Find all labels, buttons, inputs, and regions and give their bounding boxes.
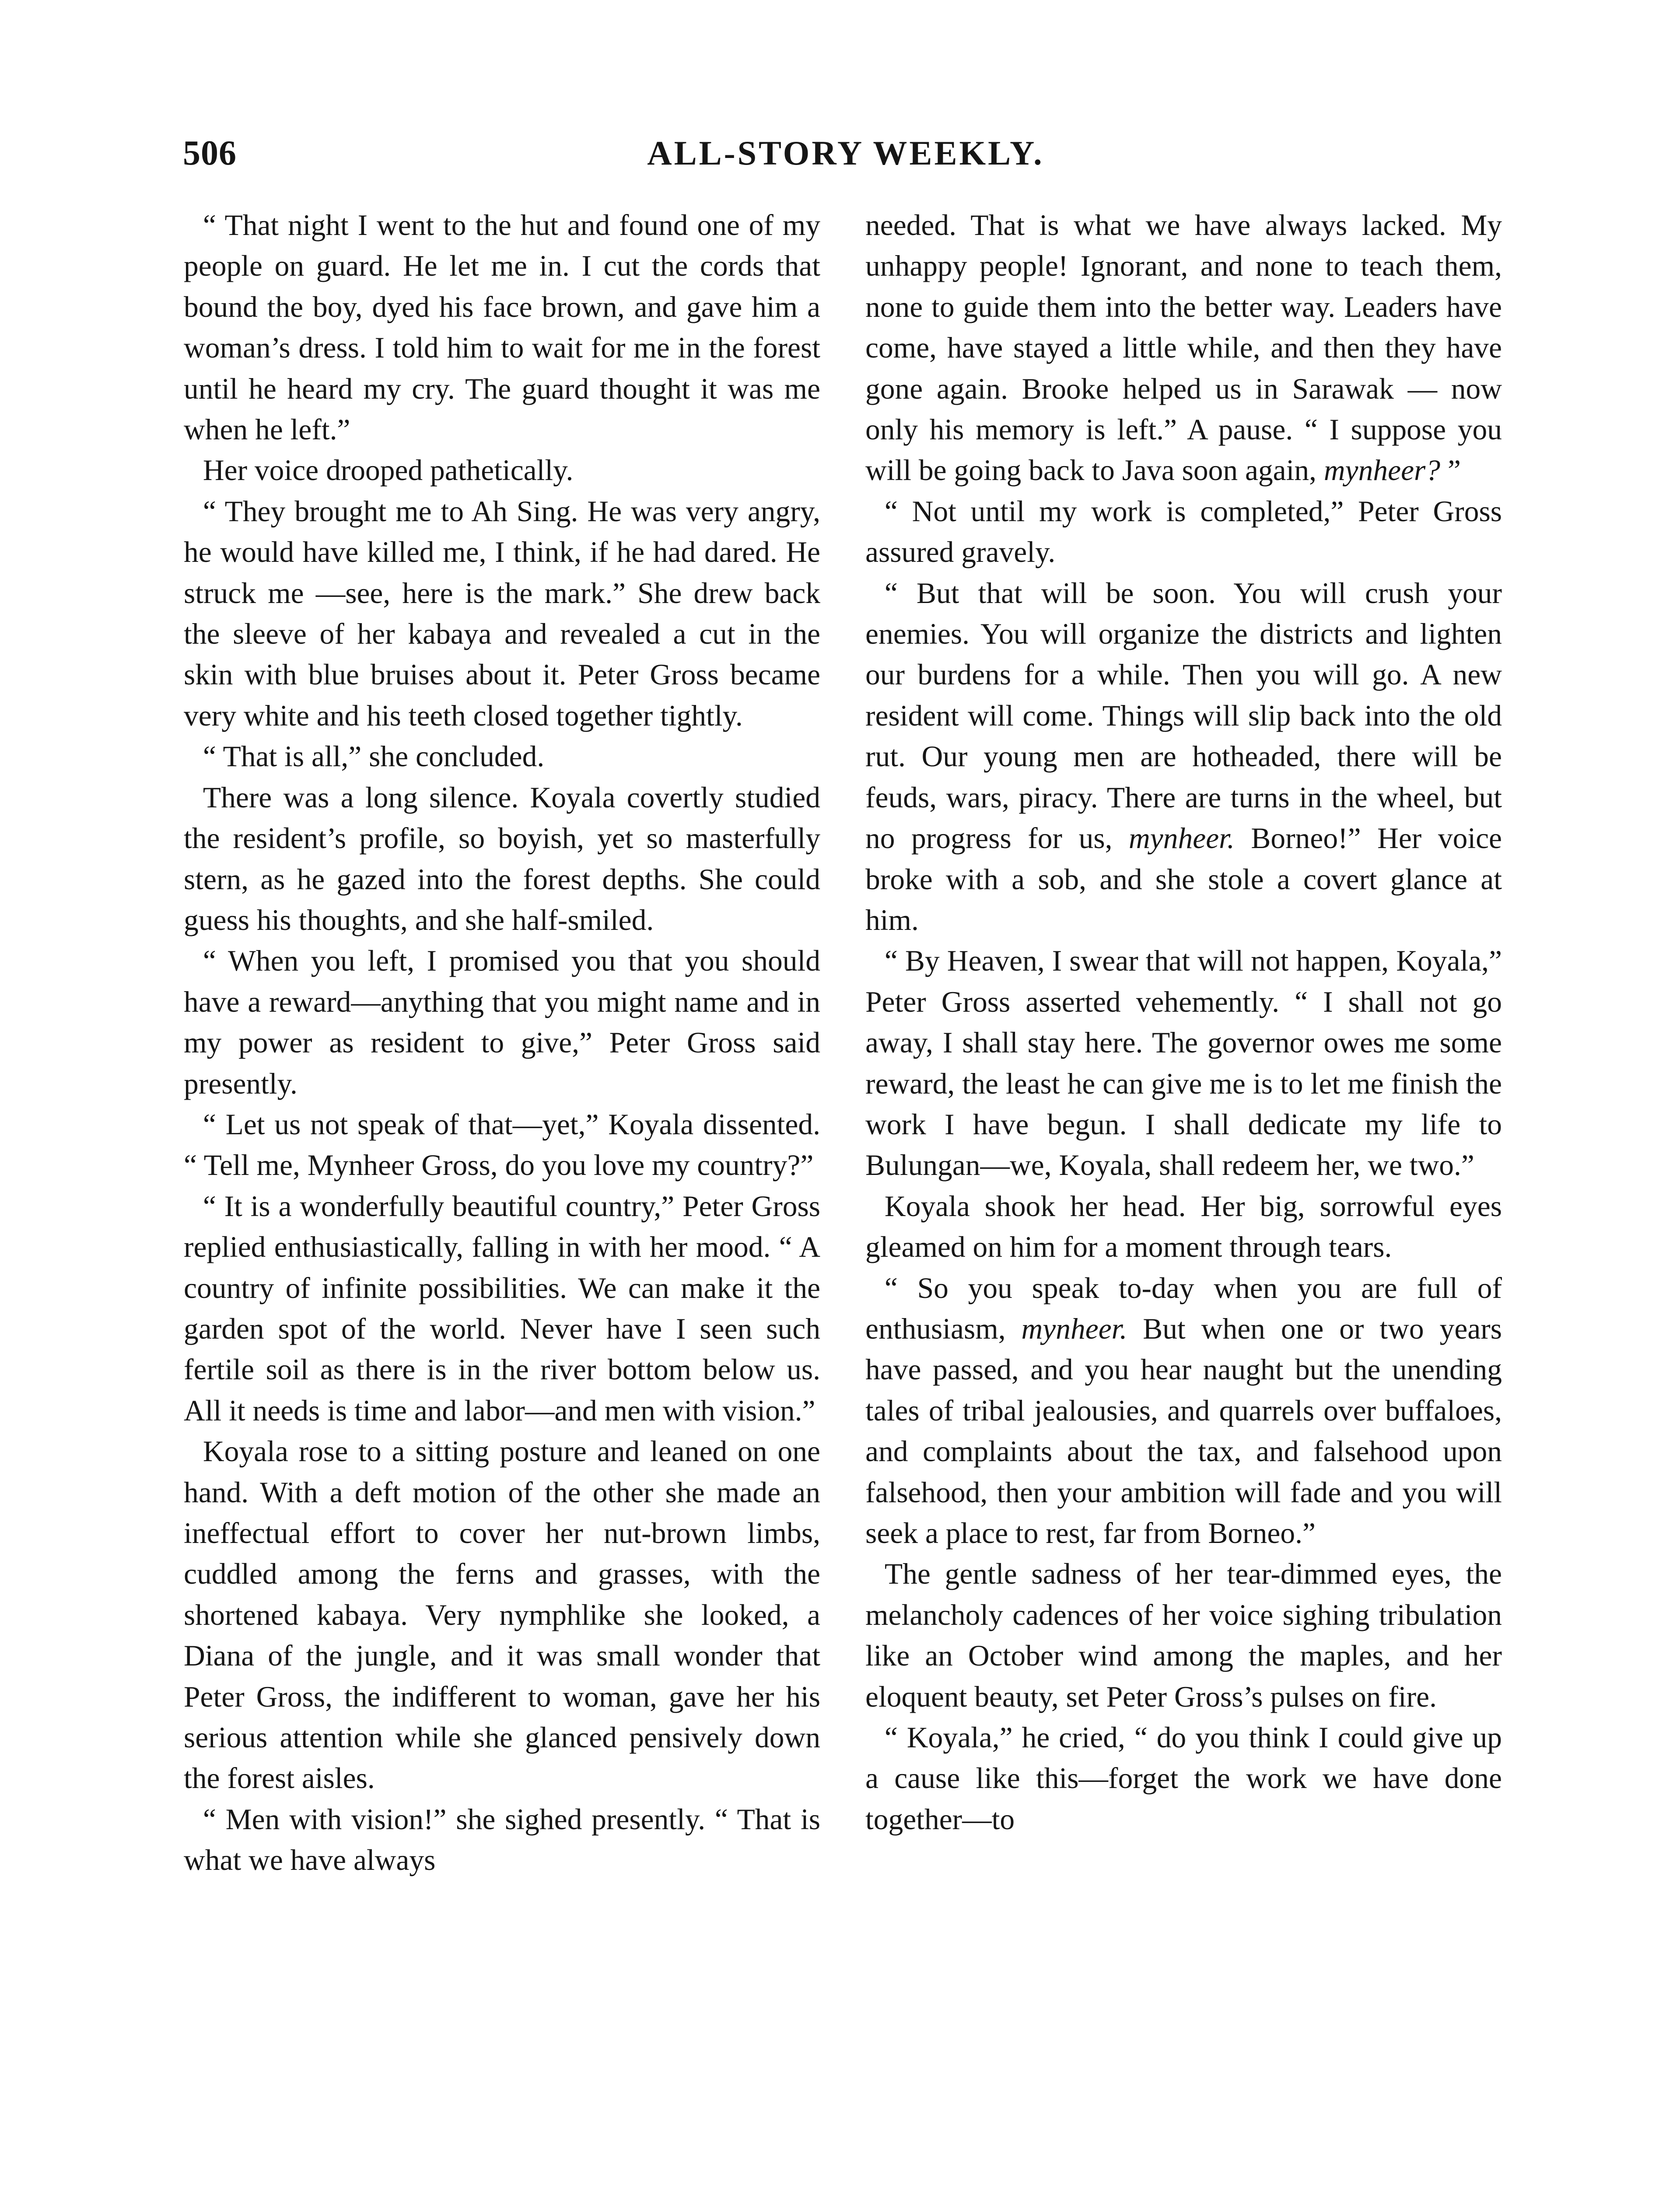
- italic-text: mynheer.: [1129, 822, 1235, 855]
- text-run: Borneo!” Her voice broke with a sob, and she stole a covert glance at him.: [865, 822, 1502, 936]
- paragraph: “ They brought me to Ah Sing. He was very angry, he would have killed me, I think, if he had dared. He struck me —see, here is the mark.” She drew back the sleeve of her kabaya and revealed a cut in the skin with blue bruises about it. Peter Gross became very white and his teeth closed together tightly.: [184, 494, 820, 732]
- paragraph: “ Not until my work is completed,” Peter Gross assured gravely.: [865, 494, 1502, 569]
- paragraph: “ That is all,” she concluded.: [203, 740, 545, 773]
- paragraph: Koyala shook her head. Her big, sorrowful eyes gleamed on him for a moment through tears.: [865, 1189, 1502, 1264]
- running-head: ALL-STORY WEEKLY.: [647, 134, 1044, 172]
- left-column: [184, 205, 820, 1881]
- paragraph: [865, 205, 1502, 491]
- paragraph: “ When you left, I promised you that you should have a reward—anything that you might name and in my power as resident to give,” Peter Gross said presently.: [184, 944, 820, 1100]
- paragraph: There was a long silence. Koyala covertly studied the resident’s profile, so boyish, yet so masterfully stern, as he gazed into the forest depths. She could guess his thoughts, and she half-smiled.: [184, 781, 820, 936]
- paragraph: “ That night I went to the hut and found one of my people on guard. He let me in. I cut the cords that bound the boy, dyed his face brown, and gave him a woman’s dress. I told him to wait for me in the forest until he heard my cry. The guard thought it was me when he left.”: [184, 209, 820, 446]
- text-run: needed. That is what we have always lacked. My unhappy people! Ignorant, and none to teach them, none to guide them into the better way. Leaders have come, have stayed a little while, and then they have gone again. Brooke helped us in Sarawak — now only his memory is left.” A pause. “ I suppose you will be going back to Java soon again,: [865, 209, 1502, 487]
- page-number: 506: [183, 134, 237, 172]
- text-run: But when one or two years have passed, and you hear naught but the unending tales of tribal jealousies, and quarrels over buffaloes, and complaints about the tax, and falsehood upon falsehood, then your ambition will fade and you will seek a place to rest, far from Borneo.”: [865, 1312, 1502, 1550]
- italic-text: mynheer.: [1021, 1312, 1127, 1345]
- italic-text: mynheer?: [1323, 454, 1448, 487]
- paragraph: [865, 1268, 1502, 1554]
- page-header: [183, 127, 1508, 179]
- paragraph: Koyala rose to a sitting posture and leaned on one hand. With a deft motion of the other she made an ineffectual effort to cover her nut-brown limbs, cuddled among the ferns and grasses, with the shortened kabaya. Very nymphlike she looked, a Diana of the jungle, and it was small wonder that Peter Gross, the indifferent to woman, gave her his serious attention while she glanced pensively down the forest aisles.: [184, 1435, 820, 1795]
- paragraph: [865, 573, 1502, 941]
- text-run: ”: [1447, 454, 1461, 487]
- text-run: “ But that will be soon. You will crush your enemies. You will organize the districts and lighten our burdens for a while. Then you will go. A new resident will come. Things will slip back into the old rut. Our young men are hotheaded, there will be feuds, wars, piracy. There are turns in the wheel, but no progress for us,: [865, 576, 1502, 855]
- paragraph: “ By Heaven, I swear that will not happen, Koyala,” Peter Gross asserted vehemently. “ I shall not go away, I shall stay here. The governor owes me some reward, the least he can give me is to let me finish the work I have begun. I shall dedicate my life to Bulungan—we, Koyala, shall redeem her, we two.”: [865, 944, 1502, 1182]
- paragraph: “ It is a wonderfully beautiful country,” Peter Gross replied enthusiastically, falling in with her mood. “ A country of infinite possibilities. We can make it the garden spot of the world. Never have I seen such fertile soil as there is in the river bottom below us. All it needs is time and labor—and men with vision.”: [184, 1189, 820, 1427]
- paragraph: Her voice drooped pathetically.: [203, 454, 574, 487]
- paragraph: “ Let us not speak of that—yet,” Koyala dissented. “ Tell me, Mynheer Gross, do you love my country?”: [184, 1108, 820, 1182]
- text-run: “ So you speak to-day when you are full of enthusiasm,: [865, 1271, 1502, 1345]
- paragraph: “ Men with vision!” she sighed presently. “ That is what we have always: [184, 1802, 820, 1877]
- paragraph: “ Koyala,” he cried, “ do you think I could give up a cause like this—forget the work we have done together—to: [865, 1721, 1502, 1836]
- right-column: [865, 205, 1502, 1840]
- paragraph: The gentle sadness of her tear-dimmed eyes, the melancholy cadences of her voice sighing tribulation like an October wind among the maples, and her eloquent beauty, set Peter Gross’s pulses on fire.: [865, 1557, 1502, 1713]
